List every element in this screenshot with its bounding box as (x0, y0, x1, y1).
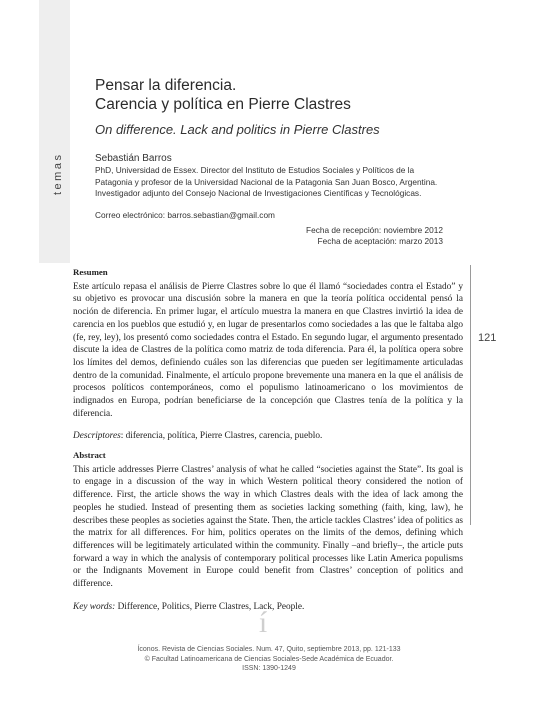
abstract-heading: Abstract (73, 450, 106, 460)
keywords-label: Key words: (73, 601, 116, 612)
page-number: 121 (478, 332, 497, 344)
keywords (73, 430, 463, 443)
footer-copyright: © Facultad Latinoamericana de Ciencias Sociales-Sede Académica de Ecuador. (144, 655, 394, 663)
abstract-text: Este artículo repasa el análisis de Pierre Clastres sobre lo que él llamó “sociedades contra el Estado” y su objetivo es provocar una discusión sobre la manera en que la teoría política occidental pensó la noción de diferencia. En primer lugar, el artículo muestra la manera en que Clastres invirtió la idea de carencia en los pueblos que estudió y, en lugar de presentarlos como sociedades a las que le faltaba algo (fe, rey, ley), los presentó como sociedades contra el Estado. En segundo lugar, el argumento presentado discute la idea de Clastres de la política como matriz de toda diferencia. Para él, la política opera sobre los límites del demos, definiendo cuáles son las diferencias que pueden ser legítimamente articuladas dentro de la comunidad. Finalmente, el artículo propone brevemente una manera en la que el análisis de procesos políticos contemporáneos, como el populismo latinoamericano o los movimientos de indignados en Europa, podrían beneficiarse de la concepción que Clastres tenía de la política y la diferencia. (73, 281, 463, 419)
author-affiliation: PhD, Universidad de Essex. Director del Instituto de Estudios Sociales y Políticos de la Patagonia y profesor de la Universidad Nacional de la Patagonia San Juan Bosco, Argentina. Investigador adjunto del Consejo Nacional de Investigaciones Científicas y Tecnológicas. (95, 165, 438, 199)
journal-footer (0, 645, 538, 674)
keywords-list: : diferencia, política, Pierre Clastres, carencia, pueblo. (120, 431, 323, 442)
accepted-date: Fecha de aceptación: marzo 2013 (317, 236, 443, 246)
abstract-spanish (73, 266, 463, 443)
section-label: temas (52, 152, 64, 195)
received-date: Fecha de recepción: noviembre 2012 (306, 225, 443, 235)
article-header (95, 76, 445, 220)
author-email: Correo electrónico: barros.sebastian@gmail.com (95, 209, 275, 220)
title-line: Carencia y política en Pierre Clastres (95, 96, 351, 113)
side-band (39, 0, 70, 263)
keywords-label: Descriptores (73, 431, 121, 442)
abstract-heading: Resumen (73, 267, 108, 277)
english-title: On difference. Lack and politics in Pierre Clastres (95, 122, 380, 137)
title-line: Pensar la diferencia. (95, 77, 237, 94)
footer-issn: ISSN: 1390-1249 (242, 665, 296, 672)
author-name: Sebastián Barros (95, 153, 172, 164)
abstract-english (73, 449, 463, 613)
keywords-list: Difference, Politics, Pierre Clastres, Lack, People. (115, 601, 305, 612)
article-title (95, 76, 445, 114)
margin-rule (470, 265, 471, 525)
article-dates (306, 225, 443, 247)
journal-logo-mark: í (258, 606, 268, 639)
abstract-text: This article addresses Pierre Clastres’ analysis of what he called “societies against the State”. Its goal is to engage in a discussion of the way in which Western political theory considered the notion of difference. First, the article shows the way in which Clastres deals with the idea of lack among the peoples he studied. Instead of presenting them as societies lacking something (faith, king, law), he describes these peoples as societies against the State. Then, the article tackles Clastres’ idea of politics as the matrix for all differences. For him, politics operates on the limits of the demos, defining which differences will be legitimately articulated within the community. Finally –and briefly–, the article puts forward a way in which the analysis of contemporary political processes like Latin America populisms or the Indignants Movement in Europe could benefit from Clastres’ conception of politics and difference. (73, 464, 463, 590)
footer-citation: Íconos. Revista de Ciencias Sociales. Num. 47, Quito, septiembre 2013, pp. 121-133 (137, 646, 401, 653)
